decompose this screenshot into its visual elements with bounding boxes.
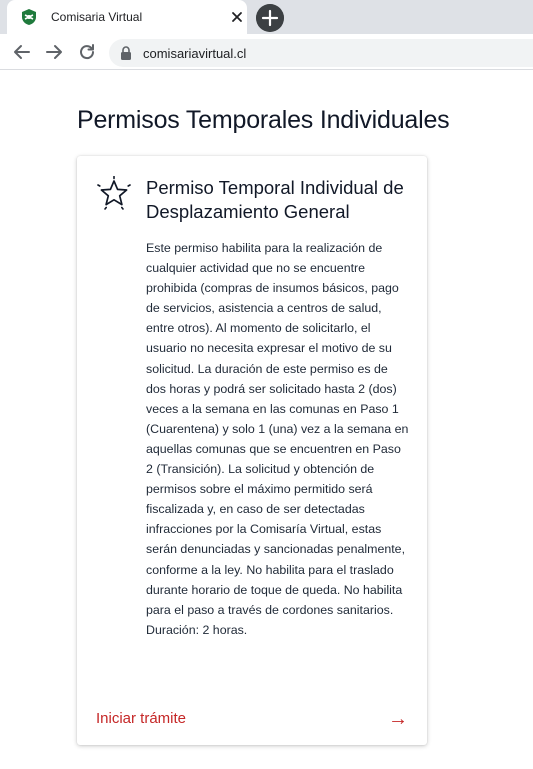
lock-icon [120, 46, 132, 60]
reload-icon[interactable] [77, 42, 97, 62]
close-icon[interactable] [229, 9, 245, 25]
carabineros-favicon-icon [20, 8, 38, 26]
card-description: Este permiso habilita para la realización de cualquier actividad que no se encuentre prohibida (compras de insumos básicos, pago de servicios, asistencia a centros de salud, entre otros). Al momento de solicitarlo, el usuario no necesita expresar el motivo de su solicitud. La duración de este permiso es de dos horas y podrá ser solicitado hasta 2 (dos) veces a la semana en las comunas en Paso 1 (Cuarentena) y solo 1 (una) vez a la semana en aquellas comunas que se encuentren en Paso 2 (Transición). La solicitud y obtención de permisos sobre el máximo permitido será fiscalizada y, en caso de ser detectadas infracciones por la Comisaría Virtual, estas serán denunciadas y sancionadas penalmente, conforme a la ley. No habilita para el traslado durante horario de toque de queda. No habilita para el paso a través de cordones sanitarios. Duración: 2 horas. [146, 241, 409, 637]
new-tab-plus-icon[interactable] [256, 4, 284, 32]
back-arrow-icon[interactable] [12, 42, 32, 62]
card-title: Permiso Temporal Individual de Desplazamiento General [146, 177, 404, 222]
browser-tab[interactable] [7, 0, 247, 34]
address-bar[interactable] [109, 39, 533, 67]
star-icon [96, 176, 132, 212]
arrow-right-icon[interactable]: → [388, 708, 408, 730]
tab-title: Comisaria Virtual [51, 10, 143, 24]
browser-tabstrip [0, 0, 533, 34]
url-text: comisariavirtual.cl [143, 46, 247, 61]
permit-card [77, 156, 427, 745]
forward-arrow-icon[interactable] [44, 42, 64, 62]
browser-toolbar [0, 34, 533, 70]
page-title: Permisos Temporales Individuales [77, 106, 450, 134]
start-procedure-link[interactable]: Iniciar trámite [96, 710, 187, 727]
